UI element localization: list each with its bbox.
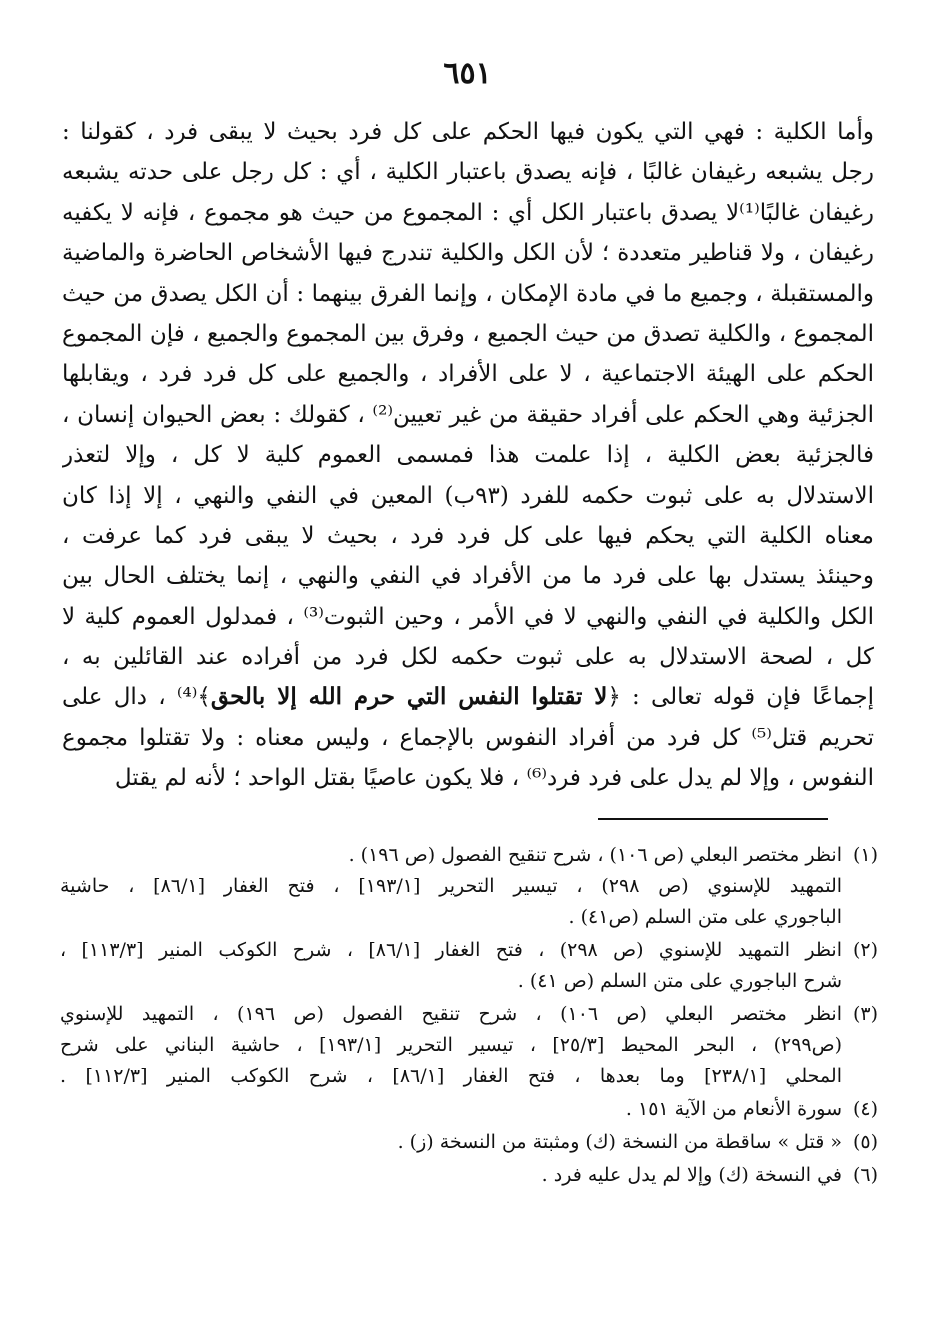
footnote-number: (١) [852, 844, 878, 866]
text-line: الجزئية وهي الحكم على أفراد حقيقة من غير تعيين⁽²⁾ ، كقولك : بعض الحيوان إنسان ، [62, 401, 874, 428]
page-number: ٦٥١ [443, 56, 492, 91]
footnote-line: (ص٢٩٩) ، البحر المحيط [٢٥/٣] ، تيسير التحرير [١٩٣/١] ، حاشية البناني على شرح [60, 1034, 842, 1056]
verse-suffix: ﴾⁽⁴⁾ ، دال على [62, 684, 211, 711]
text-line: رغيفان ، ولا قناطير متعددة ؛ لأن الكل والكلية تندرج فيها الأشخاص الحاضرة والماضية [62, 240, 874, 267]
footnote-line: شرح الباجوري على متن السلم (ص ٤١) . [517, 970, 842, 992]
text-line: رغيفان غالبًا⁽¹⁾لا يصدق باعتبار الكل أي : المجموع من حيث هو مجموع ، فإنه لا يكفيه [62, 199, 874, 226]
text-line: وأما الكلية : فهي التي يكون فيها الحكم على كل فرد بحيث لا يبقى فرد ، كقولنا : [62, 119, 874, 145]
text-line: والمستقبلة ، وجميع ما في مادة الإمكان ، وإنما الفرق بينهما : أن الكل يصدق من حيث [62, 280, 874, 307]
text-line: وحينئذ يستدل بها على فرد ما من الأفراد في النفي والنهي ، إنما يختلف الحال بين [62, 563, 874, 590]
footnote-line: التمهيد للإسنوي (ص ٢٩٨) ، تيسير التحرير [١٩٣/١] ، فتح الغفار [٨٦/١] ، حاشية [60, 875, 842, 897]
footnote-divider [598, 818, 828, 820]
text-line: رجل يشبعه رغيفان غالبًا ، فإنه يصدق باعتبار الكلية ، أي : كل رجل على حدته يشبعه [62, 159, 874, 186]
footnote-number: (٢) [852, 939, 878, 961]
footnote-line: انظر مختصر البعلي (ص ١٠٦) ، شرح تنقيح الفصول (ص ١٩٦) . [348, 844, 842, 866]
text-line: المجموع ، والكلية تصدق من حيث الجميع ، وفرق بين المجموع والجميع ، فإن المجموع [62, 320, 874, 347]
text-line: معناه الكلية التي يحكم فيها على كل فرد فرد ، بحيث لا يبقى فرد كما عرفت ، [62, 522, 874, 549]
main-text [62, 112, 874, 799]
footnote-1 [60, 840, 878, 933]
footnote-line: انظر مختصر البعلي (ص ١٠٦) ، شرح تنقيح الفصول (ص ١٩٦) ، التمهيد للإسنوي [60, 1003, 842, 1025]
footnote-line: سورة الأنعام من الآية ١٥١ . [625, 1098, 842, 1120]
footnote-line: « قتل » ساقطة من النسخة (ك) ومثبتة من النسخة (ز) . [397, 1131, 842, 1153]
quran-verse: لا تقتلوا النفس التي حرم الله إلا بالحق [210, 683, 608, 711]
footnotes [60, 840, 878, 1193]
footnote-5 [60, 1127, 878, 1158]
text-line: النفوس ، وإلا لم يدل على فرد فرد⁽⁶⁾ ، فلا يكون عاصيًا بقتل الواحد ؛ لأنه لم يقتل [114, 765, 874, 792]
footnote-number: (٥) [852, 1131, 878, 1153]
footnote-number: (٦) [852, 1164, 878, 1186]
verse-line [62, 677, 874, 717]
footnote-3 [60, 999, 878, 1092]
footnote-4 [60, 1094, 878, 1125]
text-line: الحكم على الهيئة الاجتماعية ، لا على الأفراد ، والجميع على كل فرد فرد ، ويقابلها [62, 361, 874, 388]
text-line: كل ، لصحة الاستدلال به على ثبوت حكمه لكل فرد من أفراده عند القائلين به ، [62, 644, 874, 671]
footnote-line: الباجوري على متن السلم (ص٤١) . [568, 906, 842, 928]
text-line: الاستدلال به على ثبوت حكمه للفرد (٩٣ب) المعين في النفي والنهي ، إلا إذا كان [62, 482, 874, 509]
footnote-line: المحلي [٢٣٨/١] وما بعدها ، فتح الغفار [٨٦/١] ، شرح الكوكب المنير [١١٢/٣] . [60, 1065, 842, 1087]
footnote-number: (٤) [852, 1098, 878, 1120]
text-line: فالجزئية بعض الكلية ، إذا علمت هذا فمسمى العموم كلية لا كل ، وإلا لتعذر [62, 442, 874, 469]
footnote-line: انظر التمهيد للإسنوي (ص ٢٩٨) ، فتح الغفار [٨٦/١] ، شرح الكوكب المنير [١١٣/٣] ، [60, 939, 842, 961]
footnote-2 [60, 935, 878, 997]
text-line: تحريم قتل⁽⁵⁾ كل فرد من أفراد النفوس بالإجماع ، وليس معناه : ولا تقتلوا مجموع [62, 724, 874, 751]
verse-prefix: إجماعًا فإن قوله تعالى : ﴿ [607, 684, 874, 711]
footnote-line: في النسخة (ك) وإلا لم يدل عليه فرد . [541, 1164, 842, 1186]
footnote-number: (٣) [852, 1003, 878, 1025]
text-line: الكل والكلية في النفي والنهي لا في الأمر ، وحين الثبوت⁽³⁾ ، فمدلول العموم كلية لا [62, 603, 874, 630]
footnote-6 [60, 1160, 878, 1191]
